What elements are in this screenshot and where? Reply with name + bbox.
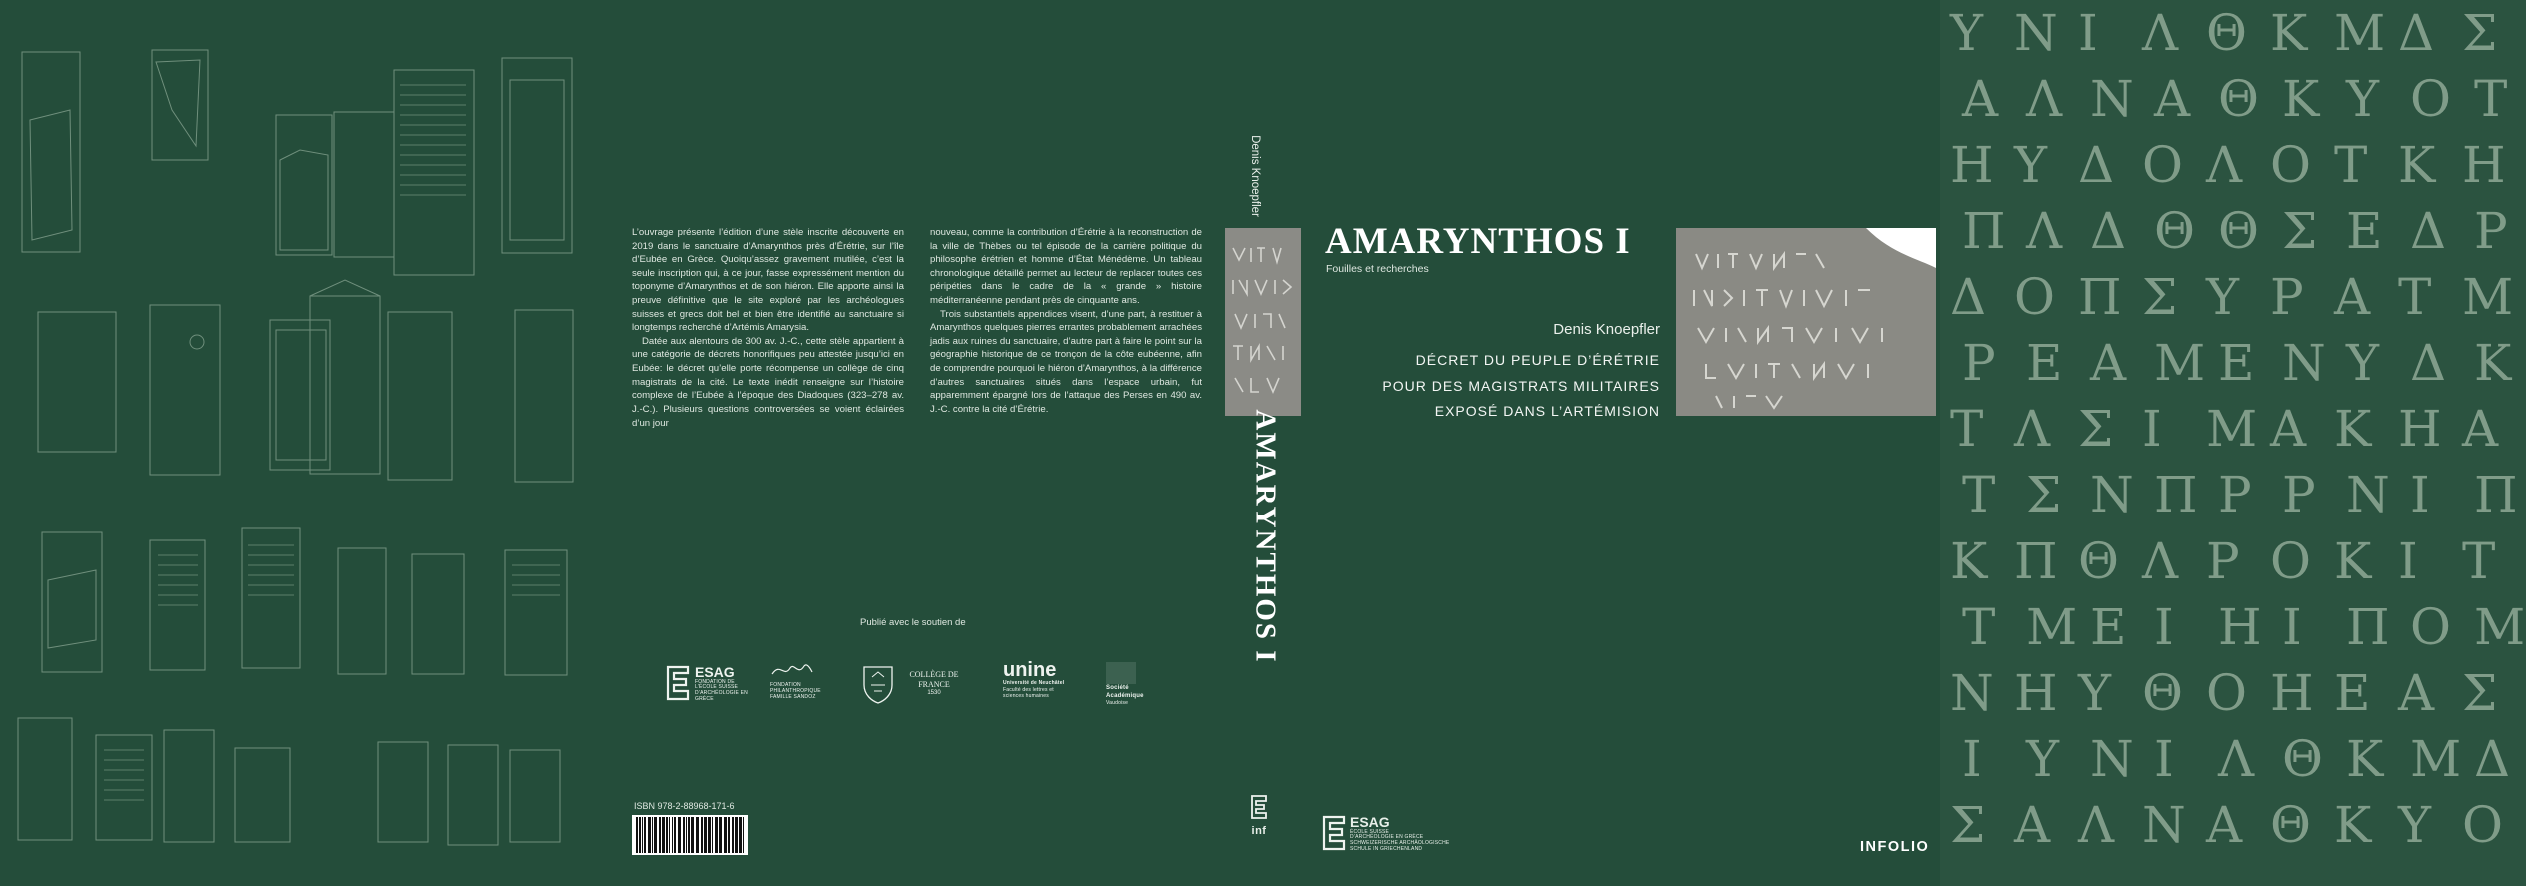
barcode-bar <box>652 817 653 853</box>
signature-icon <box>770 660 814 680</box>
barcode-bar <box>696 817 699 853</box>
blurb-column-2 <box>930 226 1202 417</box>
texture-glyph: Μ <box>2410 730 2462 788</box>
texture-glyph: Σ <box>1950 796 1986 854</box>
texture-glyph: Λ <box>2142 4 2179 62</box>
texture-glyph: Θ <box>2270 796 2311 854</box>
texture-glyph: Π <box>2078 268 2122 326</box>
texture-glyph: Ι <box>2142 400 2162 458</box>
texture-glyph: Λ <box>2206 136 2243 194</box>
texture-glyph: Μ <box>2206 400 2258 458</box>
front-esag-subtitle-fr: ÉCOLE SUISSE D’ARCHÉOLOGIE EN GRÈCE <box>1350 828 1424 841</box>
barcode-bar <box>674 817 676 853</box>
texture-glyph: Α <box>2270 400 2307 458</box>
barcode-bar <box>659 817 661 853</box>
texture-glyph: Υ <box>2206 268 2240 326</box>
blurb-paragraph: nouveau, comme la contribution d’Érétrie à la reconstruction de la ville de Thèbes ou tel épisode de la carrière politique du philosophe érétrien et homme d’État Ménédème. Un tableau chronologique détaillé permet au lecteur de replacer toutes ces péripéties dans le cadre de la « grande » histoire méditerranéenne pendant près de cinquante ans. <box>930 227 1202 307</box>
texture-glyph: Ρ <box>2206 532 2240 590</box>
societe-word-2: Académique <box>1106 692 1144 699</box>
front-author: Denis Knoepfler <box>1553 321 1660 338</box>
texture-glyph: Ρ <box>1962 334 1996 392</box>
texture-glyph: Υ <box>2398 796 2432 854</box>
barcode-bar <box>739 817 742 853</box>
barcode-bar <box>704 817 707 853</box>
texture-glyph: Ο <box>2014 268 2055 326</box>
front-title: AMARYNTHOS I <box>1325 221 1631 262</box>
texture-glyph: Κ <box>2282 70 2320 128</box>
texture-glyph: Τ <box>1962 598 1996 656</box>
texture-glyph: Υ <box>1950 4 1984 62</box>
texture-glyph: Η <box>2462 136 2506 194</box>
front-heading-line: DÉCRET DU PEUPLE D’ÉRÉTRIE <box>1415 352 1660 368</box>
isbn: ISBN 978-2-88968-171-6 <box>634 801 735 811</box>
philanthropic-foundation-logo <box>770 660 830 706</box>
texture-glyph: Μ <box>2474 598 2526 656</box>
texture-glyph: Κ <box>2398 136 2436 194</box>
front-heading-line: POUR DES MAGISTRATS MILITAIRES <box>1382 378 1660 394</box>
texture-glyph: Α <box>2462 400 2499 458</box>
texture-glyph: Ι <box>2398 532 2418 590</box>
texture-glyph: Κ <box>2346 730 2384 788</box>
barcode-bar <box>666 817 668 853</box>
texture-glyph: Ν <box>2346 466 2390 524</box>
texture-glyph: Λ <box>2142 532 2179 590</box>
publisher-logo: INFOLIO <box>1860 839 1930 855</box>
barcode-bar <box>678 817 681 853</box>
texture-glyph: Θ <box>2142 664 2183 722</box>
front-esag-subtitle-de: SCHWEIZERISCHE ARCHÄOLOGISCHE SCHULE IN GRIECHENLAND <box>1350 840 1450 852</box>
blurb-column-1 <box>632 226 904 430</box>
esag-foundation-logo <box>666 660 751 706</box>
texture-glyph: Λ <box>2218 730 2255 788</box>
texture-glyph: Ε <box>2090 598 2127 656</box>
texture-glyph: Θ <box>2218 70 2259 128</box>
texture-glyph: Λ <box>2078 796 2115 854</box>
texture-glyph: Π <box>2154 466 2198 524</box>
barcode-bar <box>724 817 727 853</box>
societe-academique-logo <box>1106 662 1144 708</box>
texture-glyph: Ο <box>2462 796 2503 854</box>
texture-glyph: Δ <box>2474 730 2511 788</box>
barcode-bar <box>719 817 722 853</box>
texture-glyph: Ν <box>2282 334 2326 392</box>
texture-glyph: Ν <box>2014 4 2058 62</box>
texture-glyph: Δ <box>2410 334 2447 392</box>
texture-glyph: Σ <box>2462 664 2498 722</box>
barcode-bar <box>669 817 670 853</box>
esag-subtitle: FONDATION DE L’ÉCOLE SUISSE D’ARCHÉOLOGIE EN GRÈCE <box>695 678 748 702</box>
texture-glyph: Η <box>2398 400 2442 458</box>
texture-glyph: Ο <box>2410 70 2451 128</box>
stele-outline-art <box>0 0 600 886</box>
barcode-bar <box>743 817 744 853</box>
texture-glyph: Θ <box>2206 4 2247 62</box>
texture-glyph: Α <box>2334 268 2371 326</box>
barcode-bar <box>701 817 703 853</box>
texture-glyph: Ρ <box>2218 466 2252 524</box>
barcode-bar <box>691 817 694 853</box>
barcode-bar <box>683 817 685 853</box>
texture-glyph: Ρ <box>2474 202 2508 260</box>
texture-glyph: Ι <box>2282 598 2302 656</box>
texture-glyph: Α <box>2014 796 2051 854</box>
texture-glyph: Μ <box>2026 598 2078 656</box>
spine-author: Denis Knoepfler <box>1249 135 1261 217</box>
barcode <box>632 815 748 855</box>
texture-glyph: Α <box>1962 70 1999 128</box>
college-year: 1530 <box>927 689 941 696</box>
texture-glyph: Θ <box>2218 202 2259 260</box>
front-heading-line: EXPOSÉ DANS L’ARTÉMISION <box>1434 403 1660 419</box>
front-esag-name: ESAG <box>1350 813 1390 830</box>
college-name: COLLÈGE DE FRANCE <box>909 670 959 689</box>
texture-glyph: Κ <box>2334 532 2372 590</box>
texture-glyph: Δ <box>2398 4 2435 62</box>
barcode-bar <box>672 817 673 853</box>
texture-glyph: Τ <box>2398 268 2432 326</box>
texture-glyph: Σ <box>2142 268 2178 326</box>
barcode-bar <box>644 817 646 853</box>
barcode-bar <box>639 817 641 853</box>
texture-glyph: Ν <box>2090 466 2134 524</box>
texture-glyph: Μ <box>2334 4 2386 62</box>
barcode-bar <box>686 817 687 853</box>
texture-glyph: Σ <box>2026 466 2062 524</box>
spine-inscription-photo <box>1225 228 1301 416</box>
texture-glyph: Ν <box>2142 796 2186 854</box>
texture-glyph: Ι <box>1962 730 1982 788</box>
unine-faculty: Faculté des lettres et sciences humaines <box>1003 686 1054 699</box>
crest-icon <box>858 661 898 705</box>
barcode-bar <box>648 817 651 853</box>
texture-glyph: Α <box>2090 334 2127 392</box>
texture-glyph: Ο <box>2206 664 2247 722</box>
texture-glyph: Ο <box>2270 532 2311 590</box>
texture-glyph: Ι <box>2078 4 2098 62</box>
barcode-bar <box>715 817 718 853</box>
texture-glyph: Τ <box>2474 70 2508 128</box>
texture-glyph: Ν <box>2090 730 2134 788</box>
texture-glyph: Ε <box>2026 334 2063 392</box>
texture-glyph: Υ <box>2014 136 2048 194</box>
texture-glyph: Π <box>2346 598 2390 656</box>
texture-glyph: Π <box>2474 466 2518 524</box>
texture-glyph: Δ <box>2090 202 2127 260</box>
texture-glyph: Θ <box>2154 202 2195 260</box>
texture-glyph: Κ <box>2270 4 2308 62</box>
texture-glyph: Ν <box>2090 70 2134 128</box>
texture-glyph: Τ <box>1962 466 1996 524</box>
texture-glyph: Δ <box>1950 268 1987 326</box>
front-esag-logo <box>1322 813 1470 853</box>
barcode-bar <box>662 817 665 853</box>
unine-name: unine <box>1003 659 1057 681</box>
blurb-paragraph: Trois substantiels appendices visent, d’une part, à restituer à Amarynthos quelques pierres errantes probablement arrachées jadis aux ruines du sanctuaire, d’autre part à faire le point sur la géographie historique de ce tronçon de la côte eubéenne, afin de comprendre pourquoi le hiéron d’Amarynthos, à la différence d’autres sanctuaires situés dans l’espace urbain, fut apparemment épargné lors de l’attaque des Perses en 490 av. J.-C. contre la cité d’Érétrie. <box>930 308 1202 415</box>
barcode-bar <box>708 817 711 853</box>
texture-glyph: Η <box>1950 136 1994 194</box>
sponsor-label: Publié avec le soutien de <box>860 617 966 628</box>
texture-glyph: Η <box>2218 598 2262 656</box>
texture-glyph: Ο <box>2410 598 2451 656</box>
texture-glyph: Τ <box>2462 532 2496 590</box>
texture-glyph: Υ <box>2078 664 2112 722</box>
texture-glyph: Μ <box>2154 334 2206 392</box>
esag-name: ESAG <box>695 663 735 680</box>
barcode-bar <box>636 817 638 853</box>
front-subtitle: Fouilles et recherches <box>1326 263 1429 275</box>
barcode-bar <box>712 817 713 853</box>
barcode-bar <box>688 817 690 853</box>
texture-glyph: Σ <box>2282 202 2318 260</box>
texture-glyph: Π <box>2014 532 2058 590</box>
texture-glyph: Ρ <box>2282 466 2316 524</box>
texture-glyph: Ι <box>2154 730 2174 788</box>
texture-glyph: Π <box>1962 202 2006 260</box>
esag-mark-icon <box>666 663 690 703</box>
front-inscription-photo <box>1676 228 1936 416</box>
barcode-bar <box>654 817 657 853</box>
texture-glyph: Δ <box>2410 202 2447 260</box>
spine-publisher-logo <box>1247 794 1271 837</box>
texture-glyph: Ο <box>2270 136 2311 194</box>
texture-glyph: Θ <box>2078 532 2119 590</box>
esag-mark-icon <box>1322 813 1346 853</box>
texture-glyph: Ε <box>2218 334 2255 392</box>
texture-glyph: Υ <box>2346 334 2380 392</box>
texture-glyph: Θ <box>2282 730 2323 788</box>
unine-logo <box>1003 660 1073 706</box>
texture-glyph: Ν <box>1950 664 1994 722</box>
barcode-bar <box>642 817 643 853</box>
societe-word-1: Société <box>1106 685 1129 691</box>
texture-glyph: Η <box>2270 664 2314 722</box>
texture-glyph: Λ <box>2026 70 2063 128</box>
texture-glyph: Κ <box>2334 400 2372 458</box>
esag-mark-icon <box>1250 794 1268 820</box>
texture-glyph: Τ <box>1950 400 1984 458</box>
blurb-paragraph: Datée aux alentours de 300 av. J.-C., cette stèle appartient à une catégorie de décrets honorifiques peu attestée jusqu’ici en Eubée: le décret qu’elle porte récompense un collège de cinq magistrats de la cité. Le texte inédit renseigne sur l’histoire complexe de l’Eubée à l’époque des Diadoques (323–278 av. J.-C.). Plusieurs questions controversées se voient éclairées d’un jour <box>632 335 904 429</box>
societe-mark-icon <box>1106 662 1136 684</box>
philanthropic-subtitle: FONDATION PHILANTHROPIQUE FAMILLE SANDOZ <box>770 682 821 700</box>
blurb-paragraph: L’ouvrage présente l’édition d’une stèle inscrite découverte en 2019 dans le sanctuaire d’Amarynthos près d’Érétrie, sur l’île d’Eubée en Grèce. Quoiqu’assez gravement mutilée, c’est la seule inscription qui, à ce jour, fasse expressément mention du toponyme d’Amarynthos et de son hiéron. Elle apporte ainsi la preuve définitive que le site exploré par les archéologues suisses et grecs doit bel et bien être identifié au sanctuaire si longtemps recherché d’Artémis Amarysia. <box>632 227 904 334</box>
texture-glyph: Κ <box>2474 334 2512 392</box>
texture-glyph: Σ <box>2462 4 2498 62</box>
texture-glyph: Υ <box>2346 70 2380 128</box>
texture-glyph: Α <box>2154 70 2191 128</box>
texture-glyph: Ρ <box>2270 268 2304 326</box>
texture-glyph: Δ <box>2078 136 2115 194</box>
texture-glyph: Η <box>2014 664 2058 722</box>
inscription-texture-panel <box>1940 0 2526 886</box>
spine-title: AMARYNTHOS I <box>1249 409 1282 664</box>
texture-glyph: Κ <box>1950 532 1988 590</box>
unine-university: Université de Neuchâtel <box>1003 680 1065 686</box>
barcode-bar <box>735 817 738 853</box>
texture-glyph: Ε <box>2346 202 2383 260</box>
texture-glyph: Τ <box>2334 136 2368 194</box>
societe-word-3: Vaudoise <box>1106 699 1129 706</box>
texture-glyph: Μ <box>2462 268 2514 326</box>
texture-glyph: Λ <box>2014 400 2051 458</box>
texture-glyph: Σ <box>2078 400 2114 458</box>
college-de-france-logo <box>858 660 965 706</box>
barcode-bar <box>732 817 734 853</box>
texture-glyph: Ι <box>2154 598 2174 656</box>
texture-glyph: Α <box>2398 664 2435 722</box>
texture-glyph: Ε <box>2334 664 2371 722</box>
texture-glyph: Ο <box>2142 136 2183 194</box>
texture-glyph: Κ <box>2334 796 2372 854</box>
barcode-bar <box>728 817 730 853</box>
texture-glyph: Λ <box>2026 202 2063 260</box>
texture-glyph: Ι <box>2410 466 2430 524</box>
texture-glyph: Α <box>2206 796 2243 854</box>
texture-glyph: Υ <box>2026 730 2060 788</box>
spine-publisher-mark: inf <box>1251 825 1267 837</box>
